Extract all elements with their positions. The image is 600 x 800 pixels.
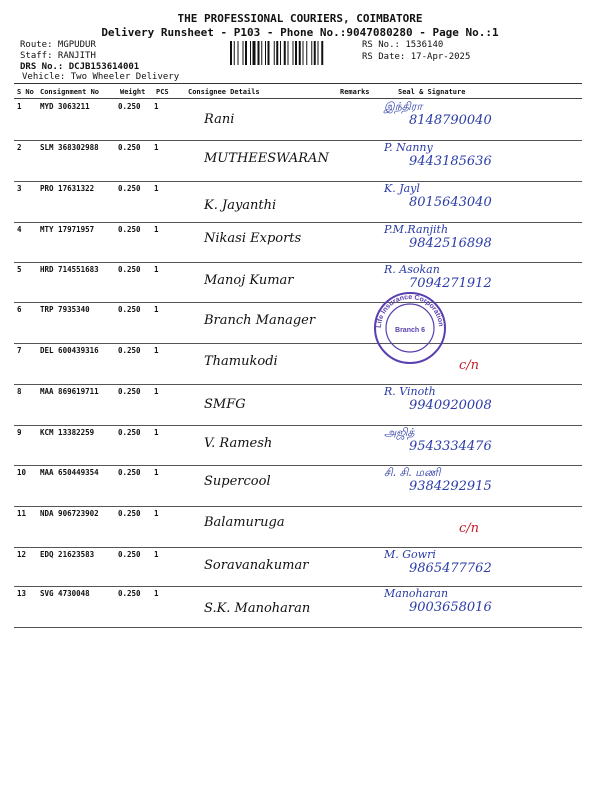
column-header-seal: Seal & Signature [398, 88, 466, 96]
row-signature-phone: 9842516898 [409, 236, 492, 251]
row-consignment-no: MTY 17971957 [40, 225, 95, 234]
table-row [14, 385, 582, 426]
column-header-weight: Weight [120, 88, 146, 96]
row-consignee: SMFG [204, 397, 246, 412]
row-consignee: Manoj Kumar [204, 273, 294, 288]
row-pcs: 1 [154, 468, 159, 477]
row-signature-phone: 8015643040 [409, 195, 492, 210]
row-signature-name: அஜித் [384, 426, 415, 439]
row-sno: 10 [17, 468, 27, 477]
header-top-rule [14, 83, 582, 84]
row-signature-name: இந்திரா [384, 100, 423, 113]
row-consignment-no: MAA 650449354 [40, 468, 99, 477]
row-weight: 0.250 [118, 225, 141, 234]
row-consignee: Supercool [204, 474, 271, 489]
rs-number: RS No.: 1536140 [362, 40, 444, 50]
row-pcs: 1 [154, 428, 159, 437]
row-sno: 12 [17, 550, 27, 559]
row-consignee: V. Ramesh [204, 436, 273, 451]
column-header-consignment: Consignment No [40, 88, 100, 96]
row-pcs: 1 [154, 305, 159, 314]
row-separator [14, 627, 582, 628]
row-weight: 0.250 [118, 102, 141, 111]
row-consignment-no: TRP 7935340 [40, 305, 90, 314]
barcode [230, 41, 354, 65]
row-sno: 3 [17, 184, 22, 193]
row-cn-mark: c/n [459, 521, 480, 536]
row-signature-name: R. Asokan [384, 263, 440, 276]
row-weight: 0.250 [118, 468, 141, 477]
row-signature-phone: 9003658016 [409, 600, 492, 615]
row-pcs: 1 [154, 387, 159, 396]
row-signature-name: R. Vinoth [384, 385, 436, 398]
runsheet-subtitle: Delivery Runsheet - P103 - Phone No.:9047080280 - Page No.:1 [101, 26, 499, 39]
row-sno: 5 [17, 265, 22, 274]
row-sno: 6 [17, 305, 22, 314]
row-signature-name: M. Gowri [384, 548, 436, 561]
row-weight: 0.250 [118, 550, 141, 559]
row-consignee: Thamukodi [204, 354, 278, 369]
row-signature-phone: 7094271912 [409, 276, 492, 291]
row-consignee: Balamuruga [204, 515, 285, 530]
column-header-pcs: PCS [156, 88, 169, 96]
row-consignee: Nikasi Exports [204, 231, 302, 246]
row-consignment-no: MAA 869619711 [40, 387, 99, 396]
table-row [14, 466, 582, 507]
row-signature-phone: 9384292915 [409, 479, 492, 494]
staff-label: Staff: RANJITH [20, 51, 96, 61]
table-row [14, 303, 582, 344]
row-pcs: 1 [154, 225, 159, 234]
table-row [14, 141, 582, 182]
row-sno: 13 [17, 589, 27, 598]
row-consignee: K. Jayanthi [204, 198, 277, 213]
row-consignment-no: MYD 3063211 [40, 102, 90, 111]
table-row [14, 426, 582, 466]
row-weight: 0.250 [118, 428, 141, 437]
row-weight: 0.250 [118, 387, 141, 396]
row-consignment-no: SVG 4730048 [40, 589, 90, 598]
row-signature-phone: 9865477762 [409, 561, 492, 576]
row-pcs: 1 [154, 184, 159, 193]
row-consignment-no: DEL 600439316 [40, 346, 99, 355]
row-consignee: Branch Manager [204, 313, 316, 328]
row-pcs: 1 [154, 346, 159, 355]
row-sno: 2 [17, 143, 22, 152]
row-weight: 0.250 [118, 589, 141, 598]
row-sno: 4 [17, 225, 22, 234]
row-pcs: 1 [154, 265, 159, 274]
row-weight: 0.250 [118, 184, 141, 193]
row-signature-phone: 9940920008 [409, 398, 492, 413]
table-row [14, 100, 582, 141]
row-sno: 7 [17, 346, 22, 355]
table-row [14, 223, 582, 263]
table-row [14, 182, 582, 223]
row-signature-name: P. Nanny [384, 141, 433, 154]
lic-seal-stamp [372, 290, 448, 366]
row-consignee: S.K. Manoharan [204, 601, 311, 616]
row-cn-mark: c/n [459, 358, 480, 373]
row-consignment-no: SLM 368302988 [40, 143, 99, 152]
row-sno: 11 [17, 509, 27, 518]
row-consignment-no: NDA 906723902 [40, 509, 99, 518]
vehicle-label: Vehicle: Two Wheeler Delivery [22, 72, 180, 82]
row-sno: 9 [17, 428, 22, 437]
row-pcs: 1 [154, 589, 159, 598]
table-row [14, 548, 582, 587]
row-weight: 0.250 [118, 509, 141, 518]
row-sno: 1 [17, 102, 22, 111]
row-consignment-no: EDQ 21623583 [40, 550, 95, 559]
row-signature-name: P.M.Ranjith [384, 223, 449, 236]
row-pcs: 1 [154, 143, 159, 152]
row-consignee: Rani [204, 112, 235, 127]
table-row [14, 263, 582, 303]
row-sno: 8 [17, 387, 22, 396]
row-signature-name: சி. சி. மணி [384, 466, 441, 479]
row-consignment-no: HRD 714551683 [40, 265, 99, 274]
row-consignee: Soravanakumar [204, 558, 309, 573]
seal-center-text: Branch 6 [395, 327, 425, 334]
row-consignee: MUTHEESWARAN [204, 151, 329, 166]
table-row [14, 507, 582, 548]
row-consignment-no: PRO 17631322 [40, 184, 95, 193]
row-pcs: 1 [154, 102, 159, 111]
drs-number: DRS No.: DCJB153614001 [20, 62, 140, 72]
column-header-sno: S No [17, 88, 34, 96]
row-weight: 0.250 [118, 143, 141, 152]
row-weight: 0.250 [118, 265, 141, 274]
row-weight: 0.250 [118, 346, 141, 355]
row-signature-phone: 9543334476 [409, 439, 492, 454]
row-signature-name: Manoharan [384, 587, 449, 600]
row-pcs: 1 [154, 509, 159, 518]
column-header-remarks: Remarks [340, 88, 370, 96]
rs-date: RS Date: 17-Apr-2025 [362, 52, 471, 62]
row-signature-phone: 8148790040 [409, 113, 492, 128]
company-name: THE PROFESSIONAL COURIERS, COIMBATORE [177, 12, 423, 25]
row-consignment-no: KCM 13382259 [40, 428, 95, 437]
row-weight: 0.250 [118, 305, 141, 314]
row-signature-name: K. Jayl [384, 182, 420, 195]
table-row [14, 587, 582, 628]
table-row [14, 344, 582, 385]
route-label: Route: MGPUDUR [20, 40, 96, 50]
seal-ring-text: Life Insurance Corporation [375, 293, 445, 329]
header-bottom-rule [14, 98, 582, 99]
row-signature-phone: 9443185636 [409, 154, 492, 169]
column-header-consignee: Consignee Details [188, 88, 260, 96]
row-pcs: 1 [154, 550, 159, 559]
